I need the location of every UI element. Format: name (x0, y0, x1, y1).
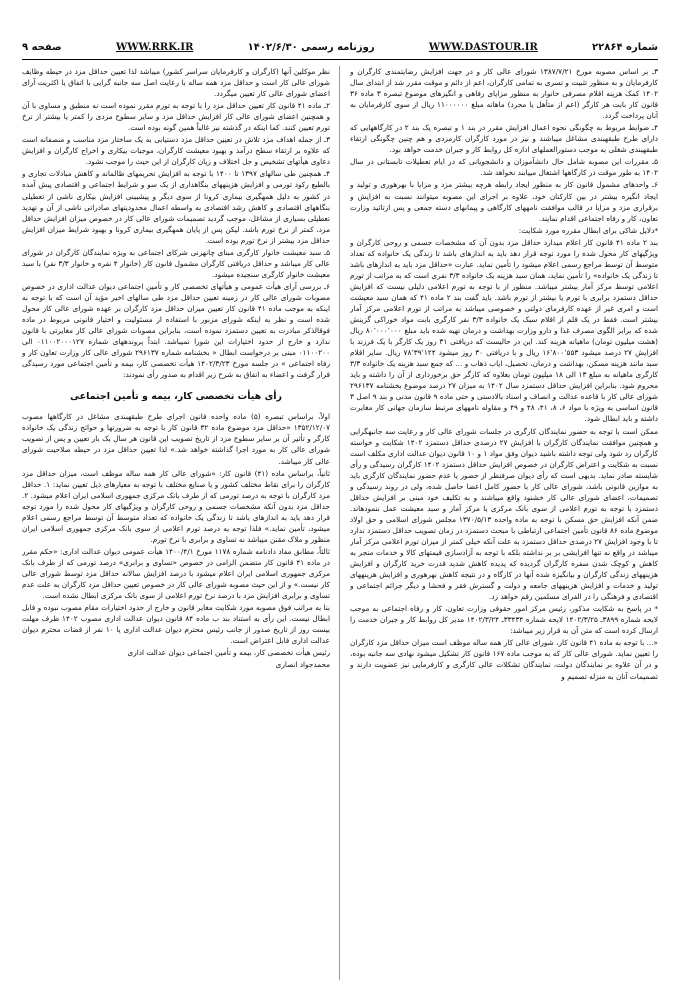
paragraph: بند ۲ ماده ۴۱ قانون کار اعلام میدارد حداقل مزد بدون آن که مشخصات جسمی و روحی کارگران و ویژگیهای کار محول شده را مورد توجه قرار دهد باید به اندازهای باشد تا زندگی یک خانواده که تعداد متوسط آن توسط مراجع رسمی اعلام میشود را تأمین نماید. عبارت «حداقل مزد باید به اندازهای باشد تا زندگی یک خانواده» را تأمین نماید، همان سبد هزینه یک خانواده ۳/۳ نفری است که به مراتب از تورم اعلامی توسط مرکز آمار بیشتر میباشد. منظور از با توجه به تورم اعلامی دلیلی نیست که افزایش حداقل دستمزد برابری با تورم یا بیشتر از تورم باشد. باید گفت بند ۲ ماده ۴۱ که همان سبد معیشت است و امری غیر از عهده کارفرمای دولتی و خصوصی میباشد به مراتب از تورم اعلامی مرکز آمار بیشتر است. فقط در یک قلم از اقلام سبک یک خانواده ۳/۳ نفر کارگری بابت مواد خوراکی گزینش شده که برابر الگوی مصرف غذا و دارو وزارت بهداشت و درمان تهیه شده باید مبلغ ۸۰٬۰۰۰٬۰۰۰ ریال (هشت میلیون تومان) ماهیانه هزینه کند. این در حالیست که دریافتی ۳۱ روز یک کارگر با یک فرزند با افزایش ۲۷ درصد میشود ۱۶٬۸۰۰٬۵۵۳ ریال و با دریافتی ۳۰ روز میشود ۷۸٬۳۹٬۱۲۴ ریال. سایر اقلام سبد مانند هزینه مسکن، بهداشت و درمان، تحصیل، ایاب ذهاب و ... که جمع سبد هزینه یک خانواده ۳/۳ کارگری ماهیانه به مبلغ ۱۳ الی ۱۸ میلیون تومان بعلاوه که کارگر حق برخورداری از آن را داشته و باید محروم شود. بنابراین افزایش حداقل دستمزد سال ۱۴۰۲ به میزان ۲۷ درصد موضوع بخشنامه ۲۹۶۱۳۷ شورای عالی کار با قاعده عدالت و انصاف و اسناد بالادستی و حتی ماده ۹ قانون مدنی و بند ۹ اصل ۳ قانون اساسی به ویژه با مواد ۶، ۸، ۴۱، ۴۸ و ۴۹ و مقاوله نامههای مرتبط سازمان جهانی کار مغایرت داشته و باید ابطال شود. (350, 237, 658, 424)
gazette-date: روزنامه رسمی ۱۴۰۲/۶/۳۰ (247, 41, 375, 53)
signature-name: محمدجواد انصاری (275, 660, 330, 670)
header-rule (22, 59, 658, 60)
paragraph: ۴ـ ضوابط مربوط به چگونگی نحوه اعمال افزایش مقرر در بند ۱ و تبصره یک بند ۲ در کارگاههایی که دارای طرح طبقهبندی مشاغل میباشند و نیز در مورد کارگران کارمزدی و هم چنین چگونگی ارتقاء طبقهبندی شغلی به موجب دستورالعملهای اداره کل روابط کار و جبران خدمت خواهد بود. (350, 123, 658, 155)
ruling-paragraph: بنا به مراتب فوق مصوبه مورد شکایت مغایر قانون و خارج از حدود اختیارات مقام مصوب نبوده و قابل ابطال نیست. این رأی به استناد بند ب ماده ۸۴ قانون دیوان عدالت اداری مصوب ۱۴۰۲ ظرف مهلت بیست روز از تاریخ صدور از جانب رئیس محترم دیوان عدالت اداری یا ۱۰ نفر از قضات محترم دیوان عدالت اداری قابل اعتراض است. (22, 603, 330, 646)
ruling-section-title: رأی هیأت تخصصی کار، بیمه و تأمین اجتماعی (69, 391, 283, 403)
paragraph: ۳ـ بر اساس مصوبه مورخ ۱۳۸۷/۷/۲۱ شورای عالی کار و در جهت افزایش رضایتمندی کارگران و کارفرمایان و به منظور تثبیت و تسری به تمامی کارگران، اعم از دائم و موقت مقرر شد از ابتدای سال ۱۴۰۲ کمک هزینه اقلام مصرفی خانوار به منظور مزایای رفاهی و انگیزهای موضوع تبصره ۳ ماده ۳۶ قانون کار بابت هر کارگر (اعم از متأهل یا مجرد) ماهانه مبلغ ۱۱۰۰۰۰۰۰ ریال از سوی کارفرمایان به آنان پرداخت گردد. (350, 67, 658, 121)
signature-title: رئیس هیأت تخصصی کار، بیمه و تأمین اجتماعی دیوان عدالت اداری (127, 648, 330, 658)
paragraph: ۵ـ سبد معیشت خانوار کارگری مبنای چانهزنی شرکای اجتماعی به ویژه نمایندگان کارگران در شورای عالی کار میباشد و حداقل دریافتی کارگران مشمول قانون کار (خانوار ۴ نفره و خانوار ۳/۳ نفر) با سبد معیشت خانوار کارگری سنجیده میشود. (22, 247, 330, 279)
paragraph: * در پاسخ به شکایت مذکور، رئیس مرکز امور حقوقی وزارت تعاون، کار و رفاه اجتماعی به موجب لایحه شماره ۳۸۹۹ـ ۱۴۰۲/۳/۲۵ لایحه شماره ۳۳۴۳۴ـ ۱۴۰۲/۳/۲۴ مدیر کل روابط کار و جبران خدمت را ارسال کرده است که متن آن به قرار زیر میباشد: (350, 604, 658, 636)
paragraph: ۵ـ مقررات این مصوبه شامل حال دانشآموزان و دانشجویانی که در ایام تعطیلات تابستانی در سال ۱۴۰۲ به طور موقت در کارگاهها اشتغال مییابند نخواهد شد. (350, 157, 658, 178)
rrk-site-link[interactable]: WWW.RRK.IR (116, 41, 194, 53)
paragraph: «... با توجه به ماده ۴۱ قانون کار، شورای عالی کار همه ساله موظف است میزان حداقل مزد کارگران را تعیین نماید. شورای عالی کار که به موجب ماده ۱۶۷ قانون کار تشکیل میشود نهادی سه جانبه بوده، و در آن علاوه بر نمایندگان دولت، نمایندگان تشکلات عالی کارگری و کارفرمایی نیز عضویت دارند و تصمیمات آنان به منزله تصمیم و (350, 638, 658, 681)
ruling-paragraph: اولاً، براساس تبصره (۵) ماده واحده قانون اجرای طرح طبقهبندی مشاغل در کارگاهها مصوب ۱۳۵۲/۱۲/۰۷ «حداقل مزد موضوع ماده ۳۲ قانون کار با توجه به ضرورتها و حوائج زندگی یک خانواده کارگر و تأثیر آن بر سایر سطوح مزد از تاریخ تصویب این قانون هر سال یک بار تعیین و پس از تصویب شورای عالی کار به مورد اجرا گذاشته خواهد شد.» لذا تعیین حداقل مزد در حیطه صلاحیت شورای عالی کار میباشد. (22, 412, 330, 466)
column-divider (339, 66, 340, 980)
paragraph: ۶ـ واحدهای مشمول قانون کار به منظور ایجاد رابطه هرچه بیشتر مزد و مزایا با بهرهوری و تولید و ایجاد انگیزه بیشتر در بین کارکنان خود، علاوه بر اجرای این مصوبه میتوانند نسبت به افزایش و برقراری مزد و مزایا در قالب موافقت نامههای کارگاهی و پیمانهای دسته جمعی و پس ازتائید وزارت تعاون، کار و رفاه اجتماعی اقدام نمایند. (350, 180, 658, 223)
left-column (22, 66, 330, 980)
paragraph: ۳ـ از جمله اهداف مزد تلاش در تعیین حداقل مزد دستیابی به یک ساختار مزد مناسب و منصفانه است که علاوه بر ارتقاء سطح درآمد و بهبود معیشت کارگران، موجبات بیکاری و اخراج کارگران و افزایش دعاوی هیأتهای تشخیص و حل اختلاف و زیان کارگران از این حیث را موجب نشود. (22, 135, 330, 167)
paragraph: ممکن است با توجه به حضور نمایندگان کارگری در جلسات شورای عالی کار و رعایت سه جانبهگرایی و همچنین موافقت نمایندگان کارگران با افزایش ۲۷ درصدی حداقل دستمزد ۱۴۰۲ شکایت و خواسته کارگران رد شود ولی توجه داشته باشید دیوان وفق مواد ۱ و ۱۰ قانون دیوان عدالت اداری مکلف است نسبت به شکایت و اعتراض کارگران در خصوص افزایش حداقل دستمزد ۱۴۰۲ کارگران رسیدگی و رأی شایسته صادر نماید. بدیهی است که رأی دیوان صرفنظر از حضور یا عدم حضور نمایندگان کارگری باید به موازین قانونی باشد، شورای عالی کار با حضور کامل اعضا حاصل شده، ولی در روند رسیدگی و تصمیمات، اعضای شورای عالی کار خشنود واقع میباشند و به تکلیف خود مبنی بر افزایش حداقل دستمزد با توجه به تورم اعلامی از سوی بانک مرکزی یا مرکز آمار و سبد معیشت عمل ننمودهاند. ضمن آنکه افزایش حق مسکن با توجه به ماده واحده ۱۳۷۰/۵/۱۳ مجلس شورای اسلامی و حق اولاد موضوع ماده ۸۶ قانون تأمین اجتماعی ارتباطی با مبحث دستمزد در زمان تصویب حداقل دستمزد ندارد تا با وجود افزایش ۲۷ درصدی حداقل دستمزد به علت آنکه خیلی کمتر از میزان تورم اعلامی مرکز آمار میباشد در واقع نه تنها افزایشی بر بر نداشته بلکه با توجه به آزادسازی قیمتهای کالا و خدمات منجر به کاهش و کوچک شدن سفره کارگران گردیده که پدیده کاهش شدید قدرت خرید کارگران و افزایش هزینههای زندگی کارگران و بیانگیزه شده آنها در کارگاه و در نتیجه کاهش بهرهوری و افزایش هزینههای تولید و خدمات و افزایش هزینههای جامعه و دولت و گسترش فقر و فحشا و دیگر جرائم اجتماعی و اقتصادی و فرهنگی را در الفرای مسلمین رقم خواهد زد. (350, 426, 658, 602)
complaint-reasons-heading: *دلایل شاکی برای ابطال مقرره مورد شکایت: (518, 225, 658, 235)
right-column (350, 66, 658, 980)
page-header (22, 38, 658, 56)
page-number: صفحه ۹ (22, 41, 62, 53)
dastour-site-link[interactable]: WWW.DASTOUR.IR (428, 41, 538, 53)
paragraph: ۴ـ همچنین طی سالهای ۱۳۹۷ تا ۱۴۰۰ با توجه به افزایش تحریمهای ظالمانه و کاهش مبادلات تجاری و بالطبع رکود تورمی و افزایش هزینههای بنگاهداری از یک سو و شرایط اجتماعی و اقتصادی پیش آمده در کشور به دلیل همهگیری بیماری کرونا از سوی دیگر و پیشبینی افزایش بیکاری ناشی از تعطیلی بنگاههای اقتصادی و کاهش رشد اقتصادی به واسطه اعمال محدودیتهای صادراتی ناشی از آن و تهدید تعطیلی بسیاری از مشاغل، موجب گردید تصمیمات شورای عالی کار در خصوص میزان افزایش حداقل مزد، کمتر از نرخ تورم باشد. لیکن پس از پایان همهگیری بیماری کرونا و بهبود شرایط میزان افزایش حداقل مزد بیشتر از نرخ تورم بوده است. (22, 169, 330, 245)
issue-number: شماره ۲۲۸۶۴ (592, 41, 658, 53)
paragraph: نظر موکلین آنها (کارگران و کارفرمایان سراسر کشور) میباشد لذا تعیین حداقل مزد در حیطه وظایف شورای عالی کار است و حداقل مزد همه ساله با رعایت اصل سه جانبه گرایی با اتفاق یا اکثریت آرای اعضای شورای عالی کار تعیین میگردد. (22, 67, 330, 99)
ruling-paragraph: ثانیاً، براساس ماده (۴۱) قانون کار: «شورای عالی کار همه ساله موظف است، میزان حداقل مزد کارگران را برای نقاط مختلف کشور و یا صنایع مختلف با توجه به معیارهای ذیل تعیین نماید: ۱. حداقل مزد کارگران با توجه به درصد تورمی که از طرف بانک مرکزی جمهوری اسلامی ایران اعلام میشود. ۲. حداقل مزد بدون آنکه مشخصات جسمی و روحی کارگران و ویژگیهای کار محول شده را مورد توجه قرار دهد باید به اندازهای باشد تا زندگی یک خانواده که تعداد متوسط آن توسط مراجع رسمی اعلام میشود، تأمین نماید.» فلذا توجه به درصد تورم اعلامی از سوی بانک مرکزی جمهوری اسلامی ایران منظور و ملاک مقنن میباشد نه تساوی و برابری با نرخ تورم. (22, 468, 330, 544)
paragraph: ۶ـ بررسی آرای هیأت عمومی و هیأتهای تخصصی کار و تأمین اجتماعی دیوان عدالت اداری در خصوص مصوبات شورای عالی کار در زمینه تعیین حداقل مزد طی سالهای اخیر مؤید آن است که با توجه به اینکه به موجب ماده ۴۱ قانون کار تعیین میزان حداقل مزد کارگران بر عهده شورای عالی کار محول شده است و نظر به اینکه شورای مزبور با استفاده از مسئولیت و اختیار قانونی مربوط در ماده فوقالذکر مبادرت به تعیین دستمزد نموده است، بنابراین مصوبات شورای عالی کار مغایرتی با قانون ندارد و خارج از حدود اختیارات این شورا نمیباشد. ابتداً پروندههای شماره ۰۱۱۰۰۲۰۰۰۱۲۷ الی ۰۱۱۰۰۲۰۰ مبنی بر درخواست ابطال « بخشنامه شماره ۲۹۶۱۳۷ شورای عالی کار وزارت تعاون کار و رفاه اجتماعی » در جلسه مورخ ۱۴۰۲/۳/۲۳ هیأت تخصصی کار، بیمه و تأمین اجتماعی مورد رسیدگی قرار گرفت و اعضاء به اتفاق به شرح زیر اقدام به صدور رأی نمودند: (22, 281, 330, 380)
ruling-paragraph: ثالثاً، مطابق مفاد دادنامه شماره ۱۱۷۸ مورخ ۱۴۰۰/۴/۱ هیأت عمومی دیوان عدالت اداری: «حکم مقرر در ماده ۴۱ قانون کار متضمن الزامی در خصوص «تساوی و برابری» درصد تورمی که از طرف بانک مرکزی جمهوری اسلامی ایران اعلام میشود با درصد افزایش سالانه حداقل مزد توسط شورای عالی کار نیست.» و از این حیث مصوبه شورای عالی کار در خصوص تعیین حداقل مزد کارگران به علت عدم تساوی و برابری افزایش مزد با درصد نرخ تورم اعلامی از سوی بانک مرکزی ابطال نشده است. (22, 546, 330, 601)
paragraph: ۲ـ ماده ۴۱ قانون کار تعیین حداقل مزد را با توجه به تورم مقرر نموده است نه منطبق و مساوی با آن و همچنین اعضای شورای عالی کار افزایش حداقل مزد و سایر سطوح مزدی را کمتر یا بیشتر از نرخ تورم تعیین کنند. کما اینکه در گذشته نیز غالباً همین گونه بوده است. (22, 101, 330, 133)
